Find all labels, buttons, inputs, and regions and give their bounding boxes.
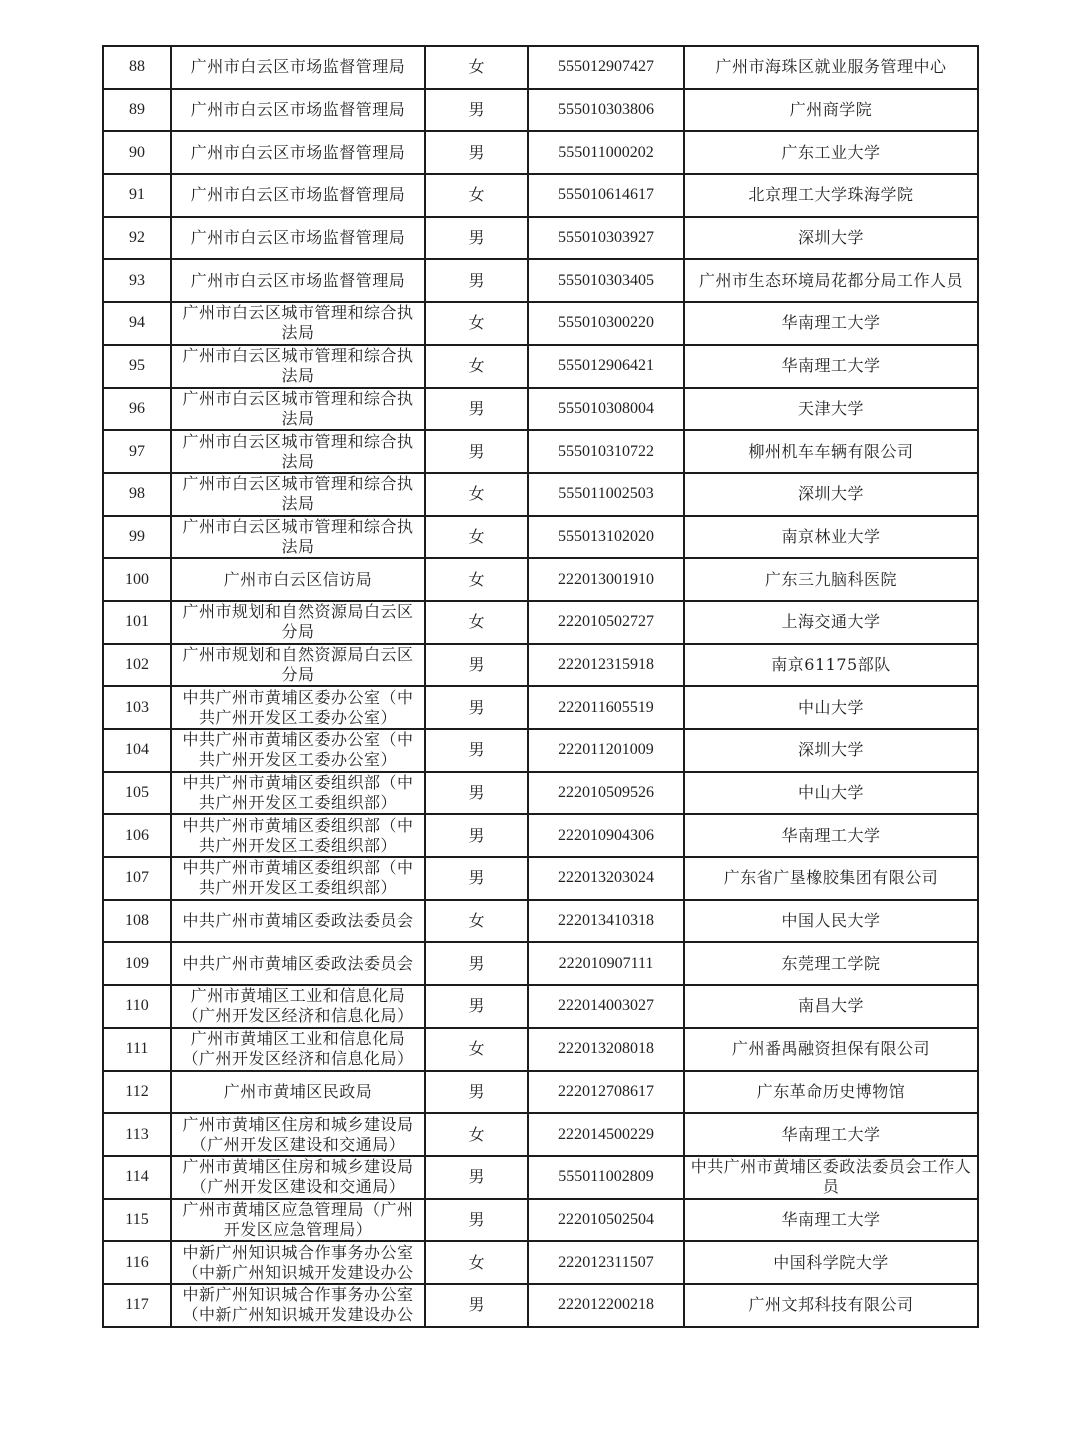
table-row [103,900,978,943]
exam-id-cell: 222010502727 [528,601,684,644]
gender-cell: 女 [425,46,528,89]
employer-unit-cell: 中共广州市黄埔区委政法委员会 [171,900,425,943]
previous-organization-cell: 上海交通大学 [684,601,978,644]
employer-unit-cell: 广州市规划和自然资源局白云区分局 [171,601,425,644]
exam-id-cell: 222013208018 [528,1028,684,1071]
exam-id-cell: 555010614617 [528,174,684,217]
table-row [103,217,978,260]
employer-unit-cell: 中共广州市黄埔区委组织部（中共广州开发区工委组织部） [171,857,425,900]
exam-id-cell: 555010303405 [528,259,684,302]
previous-organization-cell: 南京林业大学 [684,516,978,559]
previous-organization-cell: 华南理工大学 [684,1113,978,1156]
table-row [103,686,978,729]
row-number-cell: 97 [103,430,171,473]
previous-organization-cell: 广东工业大学 [684,131,978,174]
gender-cell: 女 [425,345,528,388]
row-number-cell: 90 [103,131,171,174]
exam-id-cell: 555010303806 [528,89,684,132]
row-number-cell: 89 [103,89,171,132]
gender-cell: 男 [425,686,528,729]
employer-unit-cell: 广州市白云区市场监督管理局 [171,131,425,174]
exam-id-cell: 555012907427 [528,46,684,89]
previous-organization-cell: 华南理工大学 [684,1199,978,1242]
row-number-cell: 112 [103,1071,171,1114]
previous-organization-cell: 广东省广垦橡胶集团有限公司 [684,857,978,900]
employer-unit-cell: 广州市白云区城市管理和综合执法局 [171,345,425,388]
gender-cell: 男 [425,772,528,815]
exam-id-cell: 222014003027 [528,985,684,1028]
employer-unit-cell: 中新广州知识城合作事务办公室（中新广州知识城开发建设办公 [171,1241,425,1284]
row-number-cell: 105 [103,772,171,815]
table-row [103,345,978,388]
previous-organization-cell: 天津大学 [684,388,978,431]
row-number-cell: 114 [103,1156,171,1199]
gender-cell: 女 [425,601,528,644]
gender-cell: 男 [425,1199,528,1242]
exam-id-cell: 555010300220 [528,302,684,345]
gender-cell: 男 [425,1284,528,1327]
table-row [103,857,978,900]
table-row [103,601,978,644]
gender-cell: 男 [425,131,528,174]
row-number-cell: 88 [103,46,171,89]
row-number-cell: 100 [103,558,171,601]
table-row [103,46,978,89]
employer-unit-cell: 广州市白云区市场监督管理局 [171,259,425,302]
row-number-cell: 113 [103,1113,171,1156]
employer-unit-cell: 广州市白云区市场监督管理局 [171,174,425,217]
exam-id-cell: 222013001910 [528,558,684,601]
gender-cell: 男 [425,388,528,431]
table-row [103,729,978,772]
employer-unit-cell: 中共广州市黄埔区委组织部（中共广州开发区工委组织部） [171,772,425,815]
row-number-cell: 111 [103,1028,171,1071]
exam-id-cell: 222012200218 [528,1284,684,1327]
exam-id-cell: 222010907111 [528,942,684,985]
employer-unit-cell: 广州市白云区城市管理和综合执法局 [171,430,425,473]
table-row [103,1241,978,1284]
table-row [103,1028,978,1071]
row-number-cell: 110 [103,985,171,1028]
exam-id-cell: 222010904306 [528,814,684,857]
previous-organization-cell: 深圳大学 [684,729,978,772]
previous-organization-cell: 广东革命历史博物馆 [684,1071,978,1114]
table-row [103,644,978,687]
previous-organization-cell: 南京61175部队 [684,644,978,687]
previous-organization-cell: 广州番禺融资担保有限公司 [684,1028,978,1071]
employer-unit-cell: 中共广州市黄埔区委组织部（中共广州开发区工委组织部） [171,814,425,857]
exam-id-cell: 222014500229 [528,1113,684,1156]
gender-cell: 男 [425,1156,528,1199]
exam-id-cell: 222011201009 [528,729,684,772]
row-number-cell: 99 [103,516,171,559]
table-row [103,302,978,345]
previous-organization-cell: 中国科学院大学 [684,1241,978,1284]
gender-cell: 女 [425,516,528,559]
exam-id-cell: 222012311507 [528,1241,684,1284]
exam-id-cell: 222010502504 [528,1199,684,1242]
exam-id-cell: 222013203024 [528,857,684,900]
exam-id-cell: 222011605519 [528,686,684,729]
employer-unit-cell: 中新广州知识城合作事务办公室（中新广州知识城开发建设办公 [171,1284,425,1327]
gender-cell: 女 [425,302,528,345]
table-row [103,1113,978,1156]
previous-organization-cell: 南昌大学 [684,985,978,1028]
employer-unit-cell: 广州市白云区城市管理和综合执法局 [171,473,425,516]
row-number-cell: 103 [103,686,171,729]
row-number-cell: 115 [103,1199,171,1242]
previous-organization-cell: 柳州机车车辆有限公司 [684,430,978,473]
row-number-cell: 95 [103,345,171,388]
employer-unit-cell: 广州市白云区市场监督管理局 [171,217,425,260]
table-row [103,430,978,473]
row-number-cell: 94 [103,302,171,345]
exam-id-cell: 222012708617 [528,1071,684,1114]
row-number-cell: 101 [103,601,171,644]
employer-unit-cell: 广州市白云区城市管理和综合执法局 [171,302,425,345]
employer-unit-cell: 广州市规划和自然资源局白云区分局 [171,644,425,687]
table-row [103,772,978,815]
exam-id-cell: 222012315918 [528,644,684,687]
employer-unit-cell: 广州市黄埔区工业和信息化局（广州开发区经济和信息化局） [171,1028,425,1071]
gender-cell: 男 [425,430,528,473]
employer-unit-cell: 中共广州市黄埔区委办公室（中共广州开发区工委办公室） [171,686,425,729]
previous-organization-cell: 中山大学 [684,686,978,729]
table-row [103,942,978,985]
table-row [103,473,978,516]
row-number-cell: 96 [103,388,171,431]
row-number-cell: 109 [103,942,171,985]
row-number-cell: 108 [103,900,171,943]
candidate-table [102,45,979,1328]
previous-organization-cell: 东莞理工学院 [684,942,978,985]
employer-unit-cell: 广州市白云区城市管理和综合执法局 [171,388,425,431]
previous-organization-cell: 深圳大学 [684,473,978,516]
table-row [103,1199,978,1242]
table-row [103,1071,978,1114]
row-number-cell: 116 [103,1241,171,1284]
exam-id-cell: 555010308004 [528,388,684,431]
previous-organization-cell: 华南理工大学 [684,302,978,345]
exam-id-cell: 555010303927 [528,217,684,260]
previous-organization-cell: 广州市海珠区就业服务管理中心 [684,46,978,89]
employer-unit-cell: 广州市白云区信访局 [171,558,425,601]
employer-unit-cell: 中共广州市黄埔区委政法委员会 [171,942,425,985]
employer-unit-cell: 广州市黄埔区住房和城乡建设局（广州开发区建设和交通局） [171,1113,425,1156]
gender-cell: 男 [425,814,528,857]
row-number-cell: 91 [103,174,171,217]
previous-organization-cell: 广州商学院 [684,89,978,132]
exam-id-cell: 555011002809 [528,1156,684,1199]
previous-organization-cell: 华南理工大学 [684,814,978,857]
employer-unit-cell: 广州市白云区市场监督管理局 [171,46,425,89]
gender-cell: 女 [425,558,528,601]
previous-organization-cell: 广东三九脑科医院 [684,558,978,601]
table-row [103,1284,978,1327]
employer-unit-cell: 广州市黄埔区住房和城乡建设局（广州开发区建设和交通局） [171,1156,425,1199]
table-row [103,516,978,559]
employer-unit-cell: 广州市黄埔区应急管理局（广州开发区应急管理局） [171,1199,425,1242]
previous-organization-cell: 北京理工大学珠海学院 [684,174,978,217]
exam-id-cell: 222010509526 [528,772,684,815]
row-number-cell: 117 [103,1284,171,1327]
table-row [103,131,978,174]
gender-cell: 女 [425,473,528,516]
exam-id-cell: 555011000202 [528,131,684,174]
row-number-cell: 106 [103,814,171,857]
employer-unit-cell: 广州市白云区市场监督管理局 [171,89,425,132]
gender-cell: 女 [425,1241,528,1284]
gender-cell: 女 [425,900,528,943]
gender-cell: 男 [425,729,528,772]
employer-unit-cell: 广州市黄埔区工业和信息化局（广州开发区经济和信息化局） [171,985,425,1028]
previous-organization-cell: 中山大学 [684,772,978,815]
row-number-cell: 92 [103,217,171,260]
table-row [103,89,978,132]
table-row [103,985,978,1028]
gender-cell: 男 [425,985,528,1028]
gender-cell: 男 [425,1071,528,1114]
previous-organization-cell: 广州市生态环境局花都分局工作人员 [684,259,978,302]
table-row [103,814,978,857]
gender-cell: 女 [425,1113,528,1156]
table-row [103,1156,978,1199]
table-row [103,388,978,431]
gender-cell: 男 [425,942,528,985]
gender-cell: 男 [425,259,528,302]
row-number-cell: 93 [103,259,171,302]
exam-id-cell: 222013410318 [528,900,684,943]
table-row [103,558,978,601]
previous-organization-cell: 深圳大学 [684,217,978,260]
gender-cell: 男 [425,89,528,132]
exam-id-cell: 555012906421 [528,345,684,388]
gender-cell: 男 [425,217,528,260]
previous-organization-cell: 中共广州市黄埔区委政法委员会工作人员 [684,1156,978,1199]
gender-cell: 女 [425,1028,528,1071]
previous-organization-cell: 中国人民大学 [684,900,978,943]
gender-cell: 男 [425,644,528,687]
exam-id-cell: 555010310722 [528,430,684,473]
previous-organization-cell: 广州文邦科技有限公司 [684,1284,978,1327]
exam-id-cell: 555011002503 [528,473,684,516]
row-number-cell: 107 [103,857,171,900]
row-number-cell: 102 [103,644,171,687]
employer-unit-cell: 广州市白云区城市管理和综合执法局 [171,516,425,559]
exam-id-cell: 555013102020 [528,516,684,559]
employer-unit-cell: 广州市黄埔区民政局 [171,1071,425,1114]
row-number-cell: 104 [103,729,171,772]
gender-cell: 男 [425,857,528,900]
previous-organization-cell: 华南理工大学 [684,345,978,388]
row-number-cell: 98 [103,473,171,516]
table-body [103,46,978,1327]
table-row [103,174,978,217]
gender-cell: 女 [425,174,528,217]
employer-unit-cell: 中共广州市黄埔区委办公室（中共广州开发区工委办公室） [171,729,425,772]
table-row [103,259,978,302]
